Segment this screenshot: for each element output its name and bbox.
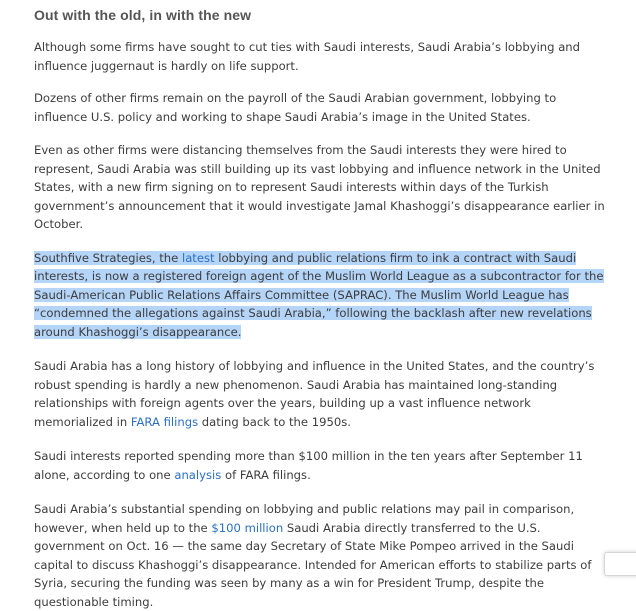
paragraph-4-text-start: Southfive Strategies, the	[34, 250, 182, 265]
hundred-million-link[interactable]: $100 million	[211, 520, 284, 535]
paragraph-7-text-end: Saudi Arabia directly transferred to the U.S. government on Oct. 16 — the same day Secretary of State Mike Pompeo arrived in the Saudi capital to discuss Khashoggi’s disappearance. Intended for American efforts to stabilize parts of Syria, securing the funding was seen by many as a win for President Trump, despite the questionable timing.	[34, 520, 592, 609]
selection-highlight[interactable]	[34, 251, 604, 339]
paragraph-6-text-start: Saudi interests reported spending more than $100 million in the ten years after September 11 alone, according to one	[34, 449, 583, 482]
article-body	[34, 0, 606, 611]
paragraph-1: Although some firms have sought to cut ties with Saudi interests, Saudi Arabia’s lobbying and influence juggernaut is hardly on life support.	[34, 40, 581, 73]
paragraph-5-text-start: Saudi Arabia has a long history of lobbying and influence in the United States, and the country’s robust spending is hardly a new phenomenon. Saudi Arabia has maintained long-standing relationships with foreign agents over the years, building up a vast influence network memorialized in	[34, 359, 595, 429]
paragraph-6-text-end: of FARA filings.	[221, 467, 311, 482]
paragraph-6	[34, 447, 606, 484]
paragraph-7-text-start: Saudi Arabia’s substantial spending on lobbying and public relations may pail in comparison, however, when held up to the	[34, 502, 575, 535]
fara-filings-link[interactable]: FARA filings	[130, 414, 199, 429]
paragraph-5	[34, 357, 606, 431]
analysis-link[interactable]: analysis	[174, 467, 222, 482]
paragraph-5-text-end: dating back to the 1950s.	[198, 414, 351, 429]
paragraph-3: Even as other firms were distancing themselves from the Saudi interests they were hired to represent, Saudi Arabia was still building up its vast lobbying and influence network in the United States, with a new firm signing on to represent Saudi interests within days of the Turkish government’s announcement that it would investigate Jamal Khashoggi’s disappearance earlier in October.	[34, 143, 605, 231]
paragraph-2: Dozens of other firms remain on the payroll of the Saudi Arabian government, lobbying to influence U.S. policy and working to shape Saudi Arabia’s image in the United States.	[34, 91, 557, 124]
section-heading: Out with the old, in with the new	[34, 7, 252, 23]
latest-link[interactable]: latest	[181, 250, 215, 265]
paragraph-4-selected[interactable]	[34, 249, 606, 342]
paragraph-4-text-end: lobbying and public relations firm to ink a contract with Saudi interests, is now a registered foreign agent of the Muslim World League as a subcontractor for the Saudi-American Public Relations Affairs Committee (SAPRAC). The Muslim World League has “condemned the allegations against Saudi Arabia,” following the backlash after new revelations around Khashoggi’s disappearance.	[34, 250, 604, 339]
floating-corner-widget[interactable]	[604, 552, 636, 576]
paragraph-7	[34, 500, 606, 611]
